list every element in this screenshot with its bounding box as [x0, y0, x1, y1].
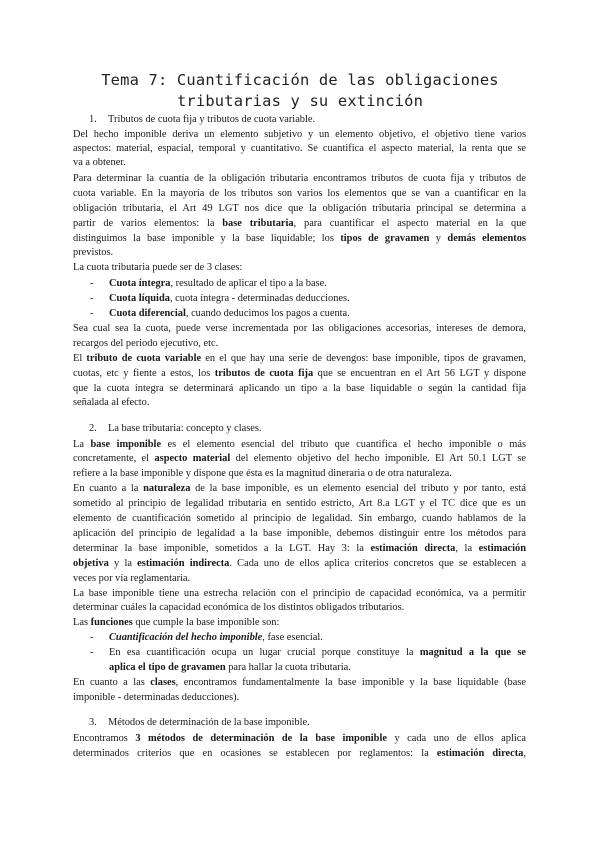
list-item	[109, 307, 509, 321]
text-run: El	[73, 353, 87, 364]
section-1-heading	[73, 113, 526, 127]
text-run: En cuanto a la	[73, 483, 144, 494]
section-number: 3.	[89, 717, 97, 728]
text-run: que cumple la base imponible son:	[132, 617, 280, 628]
text-run: para hallar la cuota tributaria.	[225, 662, 351, 673]
list-bullet: -	[90, 278, 94, 289]
title-line-2: tributarias y su extinción	[176, 92, 424, 110]
list-intro: La cuota tributaria puede ser de 3 clases:	[73, 262, 243, 273]
text-run: , encontramos fundamentalmente la base imponible y la base liquidable (base	[175, 677, 526, 688]
bold-term: estimación directa	[436, 748, 524, 759]
text-run: . Cada uno de ellos aplica criterios concretos que se establecen a	[229, 558, 526, 569]
paragraph-line: sometido al principio de legalidad tributaria en sentido estricto, Art 8.a LGT y el TC dice que es un	[73, 498, 526, 509]
bold-term: Cuantificación del hecho imponible	[109, 632, 263, 643]
section-2-heading	[73, 422, 526, 436]
bold-term: estimación directa	[370, 543, 456, 554]
section-heading-text: La base tributaria: concepto y clases.	[108, 423, 262, 434]
text-run: y	[429, 233, 448, 244]
text-run: En esa cuantificación ocupa un lugar crucial porque constituye la	[109, 647, 420, 658]
bold-term: 3 métodos de determinación de la base imponible	[135, 733, 387, 744]
bold-term: objetiva	[73, 558, 109, 569]
paragraph-line	[73, 747, 526, 761]
paragraph-line	[73, 438, 526, 452]
paragraph-line	[73, 452, 526, 466]
bold-term: aplica el tipo de gravamen	[109, 662, 226, 673]
paragraph-line: La base imponible tiene una estrecha relación con el principio de capacidad económica, va a permitir	[73, 588, 526, 599]
text-run: de la base imponible, es un elemento esencial del tributo y por tanto, está	[190, 483, 526, 494]
text-run: ,	[523, 748, 526, 759]
paragraph-line	[73, 232, 526, 246]
paragraph-line	[73, 557, 526, 571]
paragraph-line: elemento de cuantificación sometido al principio de legalidad. Sin embargo, cuando hablamos de la	[73, 513, 526, 524]
paragraph-line: Sea cual sea la cuota, puede verse incrementada por las obligaciones accesorias, intereses de demora,	[73, 323, 526, 334]
text-run: determinados criterios que en ocasiones se establecen por reglamentos: la	[73, 748, 437, 759]
text-run: determinar la base imponible, sometidos a la LGT. Hay 3: la	[73, 543, 371, 554]
text-run: La	[73, 439, 91, 450]
bold-term: funciones	[90, 617, 133, 628]
paragraph-line: obligación tributaria, el Art 49 LGT nos dice que la obligación tributaria principal se determina a	[73, 203, 526, 214]
text-run: , fase esencial.	[262, 632, 323, 643]
text-run: , la	[455, 543, 479, 554]
text-run: , para cuantificar el aspecto material en la que	[293, 218, 526, 229]
paragraph-line: que la cuota íntegra se determinará aplicando un tipo a la base liquidable o según la cantidad fija	[73, 383, 526, 394]
paragraph-line: Del hecho imponible deriva un elemento subjetivo y un elemento objetivo, el objetivo tiene varios	[73, 129, 526, 140]
text-run: es el elemento esencial del tributo que cuantifica el hecho imponible o más	[161, 439, 526, 450]
paragraph-line: veces por vía reglamentaria.	[73, 573, 191, 584]
paragraph-line: va a obtener.	[73, 157, 126, 168]
list-bullet: -	[90, 308, 94, 319]
paragraph-line	[73, 732, 526, 746]
text-run: del elemento objetivo del hecho imponible. El Art 50.1 LGT se	[230, 453, 526, 464]
paragraph-line: determinar cuáles la capacidad económica de los distintos obligados tributarios.	[73, 602, 405, 613]
bold-term: base tributaria	[222, 218, 294, 229]
bold-term: Cuota líquida	[109, 293, 170, 304]
paragraph-line	[73, 482, 526, 496]
bold-term: clases	[150, 677, 176, 688]
document-title	[70, 70, 530, 112]
paragraph-line: imponible - determinadas deducciones).	[73, 692, 240, 703]
bold-term: demás elementos	[447, 233, 526, 244]
paragraph-line: Para determinar la cuantía de la obligación tributaria encontramos tributos de cuota fija y tributos de	[73, 173, 526, 184]
bold-term: magnitud a la que se	[419, 647, 526, 658]
paragraph-line	[73, 352, 526, 366]
bold-term: Cuota diferencial	[109, 308, 186, 319]
section-heading-text: Tributos de cuota fija y tributos de cuota variable.	[108, 114, 316, 125]
paragraph-line: cuota variable. En la mayoría de los tributos son varios los elementos que se van a cuantificar en la	[73, 188, 526, 199]
bold-term: tributo de cuota variable	[86, 353, 202, 364]
list-item-continuation	[109, 661, 509, 675]
paragraph-line	[73, 676, 526, 690]
text-run: y la	[108, 558, 138, 569]
list-bullet: -	[90, 647, 94, 658]
bold-term: aspecto material	[154, 453, 231, 464]
text-run: Las	[73, 617, 91, 628]
text-run: partir de varios elementos: la	[73, 218, 223, 229]
paragraph-line	[73, 367, 526, 381]
paragraph-line: recargos del periodo ejecutivo, etc.	[73, 338, 219, 349]
paragraph-line	[73, 217, 526, 231]
bold-term: Cuota íntegra	[109, 278, 171, 289]
text-run: que se encuentran en el Art 56 LGT y dispone	[313, 368, 526, 379]
text-run: concretamente, el	[73, 453, 155, 464]
list-item	[109, 277, 509, 291]
text-run: , cuota íntegra - determinadas deducciones.	[169, 293, 350, 304]
text-run: , cuando deducimos los pagos a cuenta.	[185, 308, 350, 319]
paragraph-line: señalada al efecto.	[73, 397, 150, 408]
text-run: distinguimos la base imponible y la base liquidable; los	[73, 233, 341, 244]
bold-term: estimación indirecta	[137, 558, 230, 569]
section-3-heading	[73, 716, 526, 730]
text-run: , resultado de aplicar el tipo a la base.	[170, 278, 327, 289]
list-bullet: -	[90, 293, 94, 304]
list-bullet: -	[90, 632, 94, 643]
paragraph-line: aplicación del principio de legalidad a la base imponible, debemos distinguir entre los métodos para	[73, 528, 526, 539]
title-line-1: Tema 7: Cuantificación de las obligaciones	[101, 71, 499, 89]
text-run: En cuanto a las	[73, 677, 151, 688]
text-run: y cada uno de ellos aplica	[386, 733, 526, 744]
paragraph-line	[73, 542, 526, 556]
list-item	[109, 646, 526, 660]
section-number: 2.	[89, 423, 97, 434]
paragraph-line: previstos.	[73, 247, 114, 258]
paragraph-line: refiere a la base imponible y dispone que ésta es la magnitud dineraria o de otra naturaleza.	[73, 468, 452, 479]
paragraph-line: aspectos: material, espacial, temporal y cuantitativo. Se cuantifica el aspecto material, la renta que se	[73, 143, 526, 154]
text-run: Encontramos	[73, 733, 136, 744]
text-run: en el que hay una serie de devengos: base imponible, tipos de gravamen,	[201, 353, 526, 364]
section-number: 1.	[89, 114, 97, 125]
list-item	[109, 292, 509, 306]
bold-term: tipos de gravamen	[340, 233, 430, 244]
bold-term: estimación	[478, 543, 526, 554]
bold-term: base imponible	[90, 439, 162, 450]
bold-term: tributos de cuota fija	[214, 368, 314, 379]
text-run: cuotas, etc y fiente a estos, los	[73, 368, 215, 379]
section-heading-text: Métodos de determinación de la base imponible.	[108, 717, 310, 728]
list-item	[109, 631, 509, 645]
list-intro	[73, 616, 526, 630]
bold-term: naturaleza	[143, 483, 191, 494]
